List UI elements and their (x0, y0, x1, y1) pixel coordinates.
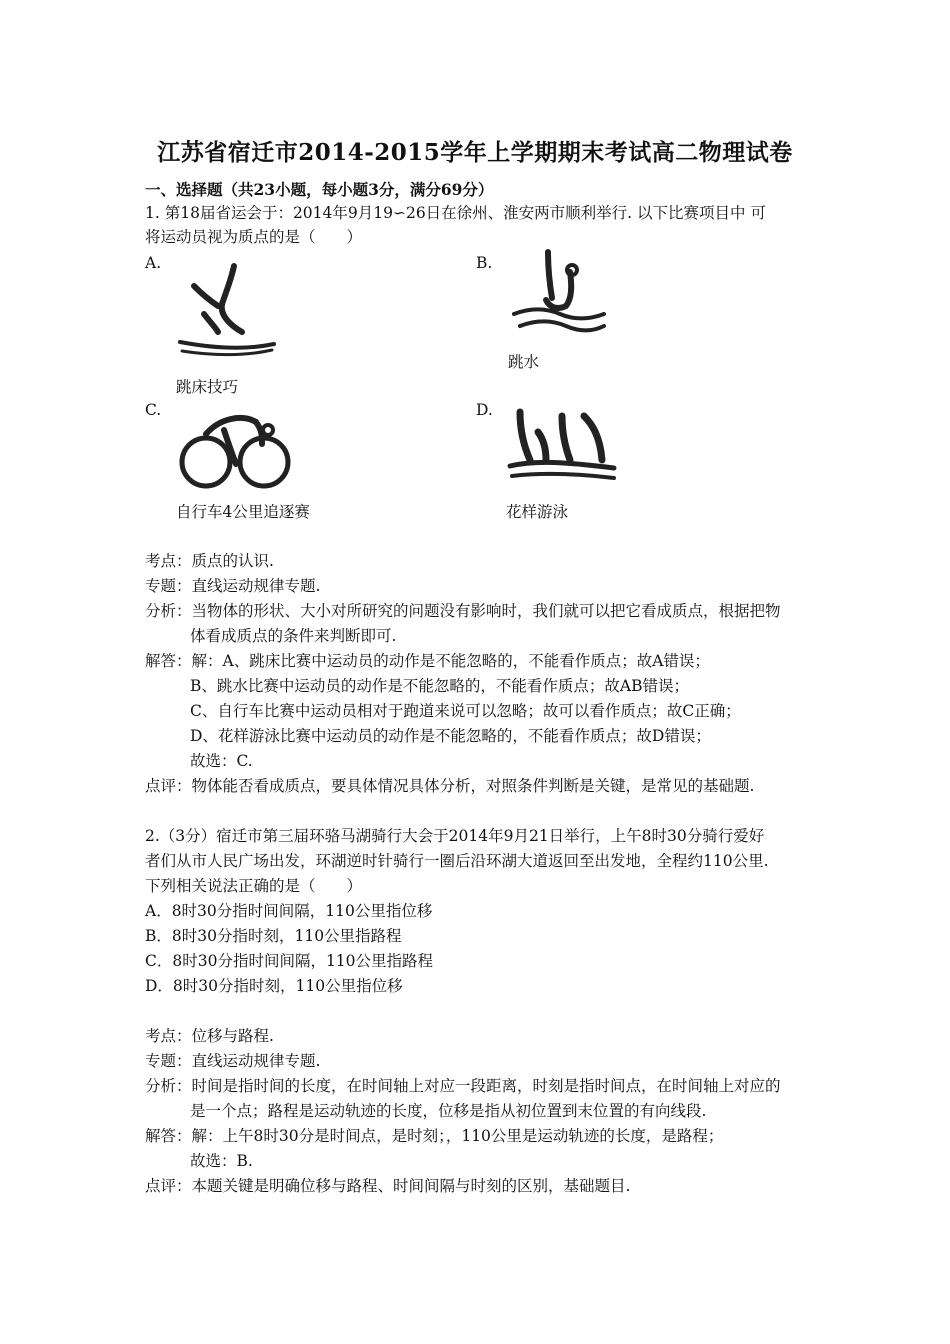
q2-zhuanti: 专题：直线运动规律专题. (145, 1052, 321, 1070)
q1-option-b-label: B. (476, 254, 493, 272)
q1-caption-d: 花样游泳 (506, 503, 569, 521)
q1-stem-line2: 将运动员视为质点的是（ ） (145, 228, 363, 246)
q1-option-d-label: D. (476, 401, 493, 419)
section-heading: 一、选择题（共23小题，每小题3分，满分69分） (145, 180, 494, 199)
q2-option-c: C．8时30分指时间间隔，110公里指路程 (145, 952, 434, 970)
page-title: 江苏省宿迁市2014-2015学年上学期期末考试高二物理试卷 (157, 139, 793, 166)
q1-option-a-label: A. (145, 254, 162, 272)
q1-jieda-line2: B、跳水比赛中运动员的动作是不能忽略的，不能看作质点；故AB错误； (190, 677, 689, 695)
q1-dianping: 点评：物体能否看成质点，要具体情况具体分析，对照条件判断是关键，是常见的基础题. (145, 777, 755, 795)
q1-fenxi-line1: 分析：当物体的形状、大小对所研究的问题没有影响时，我们就可以把它看成质点，根据把物 (145, 602, 781, 620)
q1-caption-b: 跳水 (508, 353, 540, 371)
q1-zhuanti: 专题：直线运动规律专题. (145, 577, 321, 595)
q1-fenxi-line2: 体看成质点的条件来判断即可. (190, 627, 397, 645)
q2-dianping: 点评：本题关键是明确位移与路程、时间间隔与时刻的区别，基础题目. (145, 1177, 631, 1195)
q2-stem-line1: 2.（3分）宿迁市第三届环骆马湖骑行大会于2014年9月21日举行，上午8时30分骑行爱好 (145, 827, 765, 845)
q2-kaodian: 考点：位移与路程. (145, 1027, 274, 1045)
trampoline-icon (176, 258, 278, 362)
diving-icon (510, 246, 608, 342)
q2-jieda-line1: 解答：解：上午8时30分是时间点，是时刻；，110公里是运动轨迹的长度，是路程； (145, 1127, 724, 1145)
q1-jieda-line4: D、花样游泳比赛中运动员的动作是不能忽略的，不能看作质点；故D错误； (190, 727, 711, 745)
q1-kaodian: 考点：质点的认识. (145, 552, 274, 570)
q2-fenxi-line2: 是一个点；路程是运动轨迹的长度，位移是指从初位置到末位置的有向线段. (190, 1102, 707, 1120)
synchronized-swimming-icon (506, 402, 620, 484)
q1-stem-line1: 1. 第18届省运会于：2014年9月19∽26日在徐州、淮安两市顺利举行. 以下比赛项目中 可 (145, 204, 766, 222)
q2-jieda-line2: 故选：B. (190, 1152, 253, 1170)
q1-caption-c: 自行车4公里追逐赛 (176, 503, 310, 521)
q1-caption-a: 跳床技巧 (176, 378, 239, 396)
q2-fenxi-line1: 分析：时间是指时间的长度，在时间轴上对应一段距离，时刻是指时间点，在时间轴上对应的 (145, 1077, 781, 1095)
q2-stem-line3: 下列相关说法正确的是（ ） (145, 877, 363, 895)
cycling-icon (176, 404, 292, 494)
q2-option-a: A．8时30分指时间间隔，110公里指位移 (145, 902, 433, 920)
q2-option-d: D．8时30分指时刻，110公里指位移 (145, 977, 403, 995)
q1-jieda-line1: 解答：解：A、跳床比赛中运动员的动作是不能忽略的，不能看作质点；故A错误； (145, 652, 710, 670)
q1-option-c-label: C. (145, 401, 162, 419)
q1-jieda-line5: 故选：C. (190, 752, 253, 770)
q1-jieda-line3: C、自行车比赛中运动员相对于跑道来说可以忽略；故可以看作质点；故C正确； (190, 702, 741, 720)
q2-option-b: B．8时30分指时刻，110公里指路程 (145, 927, 402, 945)
q2-stem-line2: 者们从市人民广场出发，环湖逆时针骑行一圈后沿环湖大道返回至出发地，全程约110公里. (145, 852, 769, 870)
